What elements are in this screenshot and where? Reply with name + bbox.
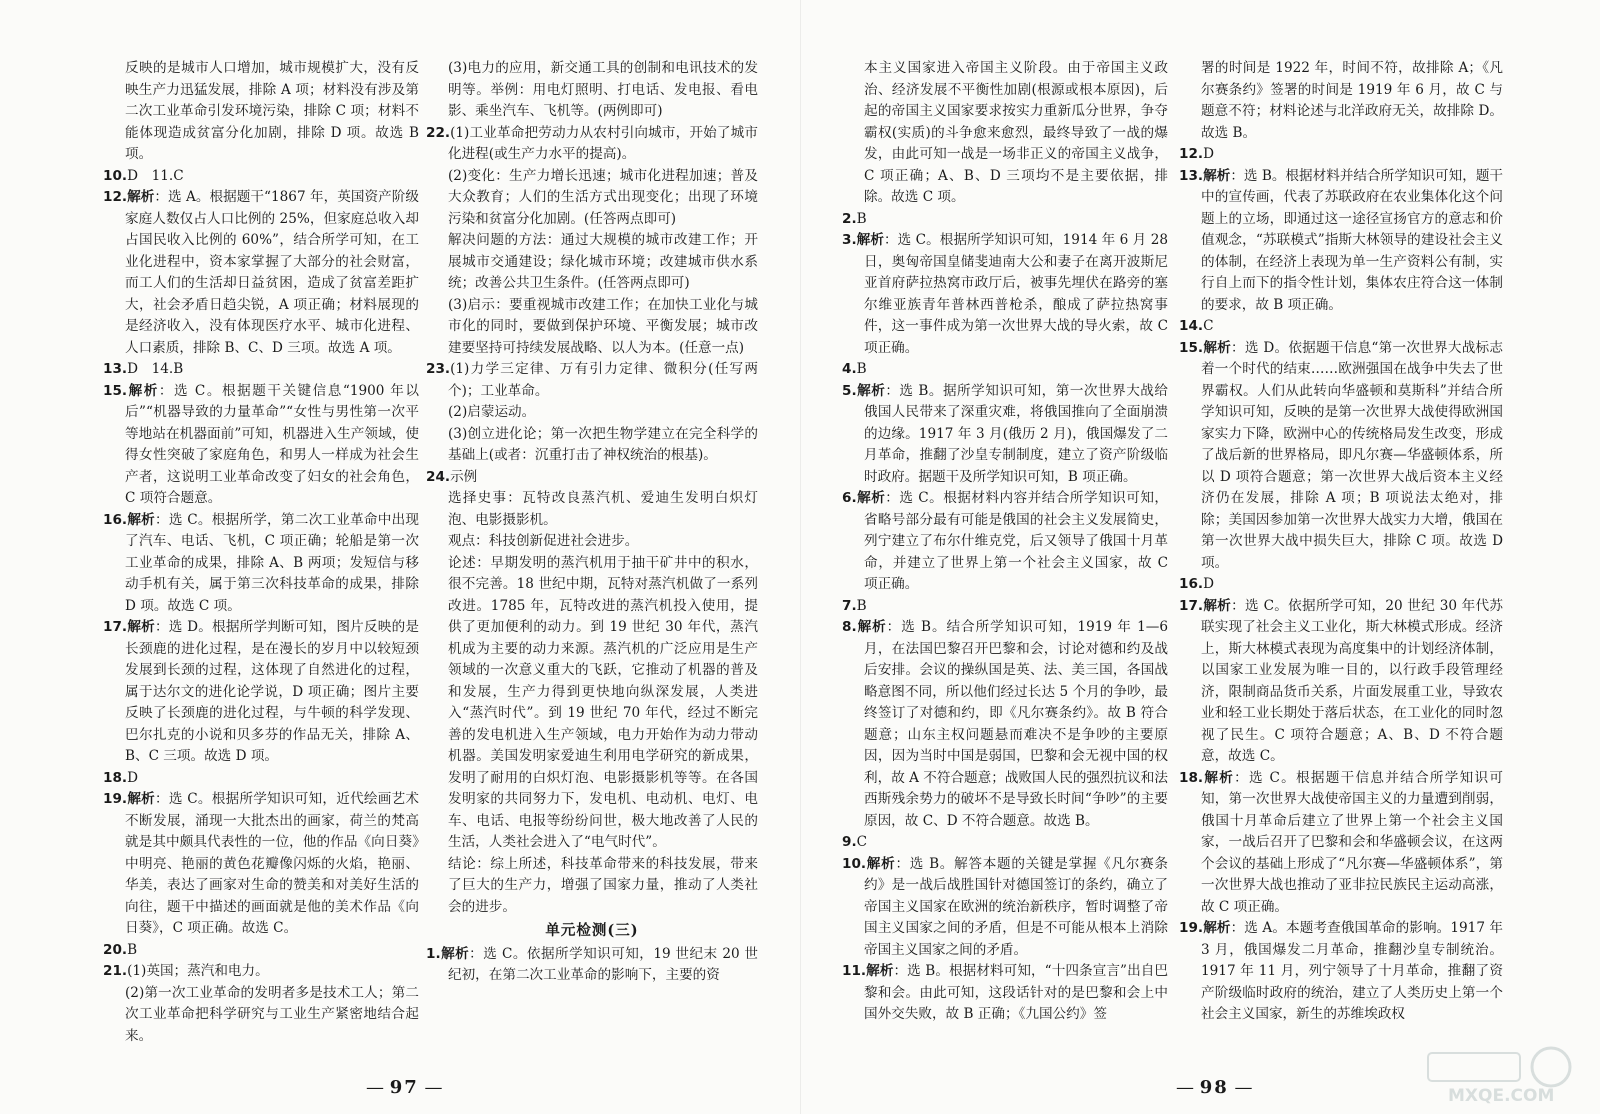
answer-item [842,854,1168,962]
answer-text: 观点：科技创新促进社会进步。 [448,533,639,549]
answer-item [1179,768,1503,919]
question-number: 5. [842,382,857,399]
answer-continuation [103,58,419,166]
question-number: 17. [103,619,128,635]
answer-text: B [856,597,867,614]
analysis-label: 解析 [1203,920,1231,936]
question-number: 15. [1179,339,1204,356]
answer-continuation [426,553,758,854]
answer-text: ：选 C。依据所学可知，20 世纪 30 年代苏联实现了社会主义工业化，斯大林模式形成。经济上，斯大林模式表现为高度集中的计划经济体制，以国家工业发展为唯一目的，以行政手段管理经济，限制商品货币关系，片面发展重工业，导致农业和轻工业长期处于落后状态，在工业化的同时忽视了民生。C 项符合题意；A、B、D 不符合题意，故选 C。 [1201,597,1503,764]
question-number: 13. [103,361,128,377]
watermark-logo [1420,1045,1590,1107]
answer-text: ：选 A。本题考查俄国革命的影响。1917 年 3 月，俄国爆发二月革命，推翻沙皇专制统治。1917 年 11 月，列宁领导了十月革命，推翻了资产阶级临时政府的统治，建立了人类历史上第一个社会主义国家，新生的苏维埃政权 [1201,920,1503,1022]
answer-item [842,359,1168,381]
page-number-right-value: 98 [1199,1077,1229,1098]
question-number: 21. [103,963,128,979]
answer-item [103,789,419,940]
answer-text: B [856,210,867,227]
answer-item [842,230,1168,359]
question-number: 17. [1179,597,1204,614]
analysis-label: 解析 [127,511,156,528]
question-number: 18. [103,769,128,786]
question-number: 3. [842,232,857,248]
answer-item [1179,166,1503,317]
answer-text: (3)电力的应用，新交通工具的创制和电讯技术的发明等。举例：用电灯照明、打电话、发电报、看电影、乘坐汽车、飞机等。(两例即可) [448,60,758,119]
analysis-label: 解析 [440,945,470,962]
question-number: 6. [842,490,857,506]
answer-continuation [426,230,758,295]
analysis-label: 解析 [866,855,896,872]
answer-text: B [127,941,138,958]
answer-text: ：选 B。解答本题的关键是掌握《凡尔赛条约》是一战后战胜国针对德国签订的条约，确立了帝国主义国家在欧洲的统治新秩序，暂时调整了帝国主义国家之间的矛盾，但是不可能从根本上消除帝国主义国家之间的矛盾。 [864,855,1168,958]
analysis-label: 解析 [1203,597,1232,614]
answer-text: ：选 D。依据题干信息“第一次世界大战标志着一个时代的结束……欧洲强国在战争中失去了世界霸权。人们从此转向华盛顿和莫斯科”并结合所学知识可知，反映的是第一次世界大战使得欧洲国家实力下降，欧洲中心的传统格局发生改变，形成了战后新的世界格局，即凡尔赛—华盛顿体系，所以 D 项符合题意；第一次世界大战后资本主义经济仍在发展，排除 A 项；B 项说法太绝对，排除；美国因参加第一次世界大战实力大增，俄国在第一次世界大战中损失巨大，排除 C 项。故选 D 项。 [1201,339,1503,571]
answer-text: 选择史事：瓦特改良蒸汽机、爱迪生发明白炽灯泡、电影摄影机。 [448,490,758,528]
question-number: 11. [842,963,867,979]
answer-text: (2)第一次工业革命的发明者多是技术工人；第二次工业革命把科学研究与工业生产紧密地结合起来。 [125,984,419,1044]
page-number-left-value: 97 [389,1077,419,1098]
answer-continuation [426,488,758,531]
answer-item [842,961,1168,1026]
answer-text: ：选 C。根据材料内容并结合所学知识可知，省略号部分最有可能是俄国的社会主义发展简史，列宁建立了布尔什维克党，后又领导了俄国十月革命，并建立了世界上第一个社会主义国家，故 C 项正确。 [864,490,1168,592]
section-heading: 单元检测(三) [545,922,639,939]
answer-text: ：选 B。根据材料并结合所学知识可知，题干中的宣传画，代表了苏联政府在农业集体化这个问题上的立场，即通过这一途径宣扬官方的意志和价值观念，“苏联模式”指斯大林领导的建设社会主义的体制，在经济上表现为单一生产资料公有制，实行自上而下的指令性计划，集体农庄符合这一体制的要求，故 B 项正确。 [1201,167,1503,313]
answer-continuation [103,983,419,1048]
answer-text: B [856,361,867,377]
answer-text: ：选 A。根据题干“1867 年，英国资产阶级家庭人数仅占人口比例的 25%，但家庭总收入却占国民收入比例的 60%”，结合所学可知，在工业化进程中，资本家掌握了大部分的社会财富，而工人们的生活却日益贫困，造成了贫富差距扩大，社会矛盾日趋尖锐，A 项正确；材料展现的是经济收入，没有体现医疗水平、城市化进程、人口素质，排除 B、C、D 三项。故选 A 项。 [125,189,419,356]
question-number: 12. [1179,146,1204,162]
answer-item [426,944,758,987]
analysis-label: 解析 [856,382,886,399]
answer-item [842,617,1168,832]
answer-item [1179,316,1503,338]
question-number: 15. [103,382,128,399]
answer-item [103,617,419,768]
answer-text: 本主义国家进入帝国主义阶段。由于帝国主义政治、经济发展不平衡性加剧(根源或根本原因)，后起的帝国主义国家要求按实力重新瓜分世界，争夺霸权(实质)的斗争愈来愈烈，最终导致了一战的爆发，由此可知一战是一场非正义的帝国主义战争，C 项正确；A、B、D 三项均不是主要依据，排除。故选 C 项。 [864,60,1168,205]
answer-text: D 14.B [127,361,184,377]
answer-continuation [426,854,758,919]
answer-text: D [1203,576,1214,592]
answer-text: (2)启蒙运动。 [448,404,536,420]
question-number: 16. [1179,576,1204,592]
answer-continuation [426,424,758,467]
question-number: 10. [842,855,867,872]
right-page-column-2 [1179,58,1503,1078]
answer-item [426,467,758,489]
question-number: 7. [842,597,857,614]
answer-item [1179,338,1503,575]
question-number: 12. [103,189,128,205]
analysis-label: 解析 [127,791,156,807]
question-number: 24. [426,468,451,485]
answer-text: 论述：早期发明的蒸汽机用于抽干矿井中的积水，很不完善。18 世纪中期，瓦特对蒸汽机做了一系列改进。1785 年，瓦特改进的蒸汽机投入使用，提供了更加便利的动力。到 19 世纪 30 年代，蒸汽机成为主要的动力来源。蒸汽机的广泛应用是生产领域的一次意义重大的飞跃，它推动了机器的普及和发展，生产力得到更快地向纵深发展，人类进入“蒸汽时代”。到 19 世纪 70 年代，经过不断完善的发电机进入生产领域，电力开始作为动力带动机器。美国发明家爱迪生利用电学研究的新成果，发明了耐用的白炽灯泡、电影摄影机等等。在各国发明家的共同努力下，发电机、电动机、电灯、电车、电话、电报等纷纷问世，极大地改善了人民的生活，人类社会进入了“电气时代”。 [448,554,758,850]
question-number: 16. [103,511,128,528]
question-number: 19. [103,791,128,807]
answer-text: ：选 C。根据所学，第二次工业革命中出现了汽车、电话、飞机，C 项正确；轮船是第一次工业革命的成果，排除 A、B 两项；发短信与移动手机有关，属于第三次科技革命的成果，排除 D 项。故选 C 项。 [125,511,419,614]
answer-item [842,596,1168,618]
answer-item [103,381,419,510]
page-number-right: — 98 — [1176,1077,1253,1098]
answer-text: ：选 C。依据所学知识可知，19 世纪末 20 世纪初，在第二次工业革命的影响下，主要的资 [448,945,758,983]
answer-item [1179,596,1503,768]
answer-text: (3)创立进化论；第一次把生物学建立在完全科学的基础上(或者：沉重打击了神权统治的根基)。 [448,425,758,463]
answer-continuation [426,295,758,360]
answer-text: (1)工业革命把劳动力从农村引向城市，开始了城市化进程(或生产力水平的提高)。 [448,124,758,162]
answer-text: ：选 C。根据题干信息并结合所学知识可知，第一次世界大战使帝国主义的力量遭到削弱，俄国十月革命后建立了世界上第一个社会主义国家，一战后召开了巴黎和会和华盛顿会议，在这两个会议的基础上形成了“凡尔赛—华盛顿体系”，第一次世界大战也推动了亚非拉民族民主运动高涨，故 C 项正确。 [1201,769,1503,915]
page-gutter [800,0,801,1114]
answer-text: D [1203,146,1214,162]
answer-text: (1)英国；蒸汽和电力。 [127,963,269,979]
answer-text: 示例 [450,468,478,485]
answer-continuation [426,531,758,553]
answer-continuation [426,166,758,231]
answer-continuation [1179,58,1503,144]
question-number: 9. [842,834,857,850]
answer-text: 解决问题的方法：通过大规模的城市改建工作；开展城市交通建设；绿化城市环境；改建城市供水系统；改善公共卫生条件。(任答两点即可) [448,232,758,291]
answer-item [842,488,1168,596]
analysis-label: 解析 [127,619,155,635]
left-page-column-2 [426,58,758,1078]
answer-item [103,940,419,962]
question-number: 8. [842,619,857,635]
answer-text: ：选 B。据所学知识可知，第一次世界大战给俄国人民带来了深重灾难，将俄国推向了全面崩溃的边缘。1917 年 3 月(俄历 2 月)，俄国爆发了二月革命，推翻了沙皇专制制度，建立了资产阶级临时政府。据题干及所学知识可知，B 项正确。 [864,382,1168,485]
answer-item [842,209,1168,231]
question-number: 22. [426,124,451,141]
question-number: 20. [103,941,128,958]
question-number: 4. [842,361,857,377]
answer-text: ：选 C。根据所学知识可知，近代绘画艺术不断发展，涌现一大批杰出的画家，荷兰的梵高就是其中颇具代表性的一位，他的作品《向日葵》中明亮、艳丽的黄色花瓣像闪烁的火焰，艳丽、华美，表达了画家对生命的赞美和对美好生活的向往，题干中描述的画面就是他的美术作品《向日葵》，C 项正确。故选 C。 [125,791,419,936]
answer-item [103,768,419,790]
answer-text: 结论：综上所述，科技革命带来的科技发展，带来了巨大的生产力，增强了国家力量，推动了人类社会的进步。 [448,855,758,915]
answer-text: (2)变化：生产力增长迅速；城市化进程加速；普及大众教育；人们的生活方式出现变化；出现了环境污染和贫富分化加剧。(任答两点即可) [448,167,758,227]
question-number: 14. [1179,318,1204,334]
answer-continuation [426,402,758,424]
answer-text: D [127,769,138,786]
question-number: 10. [103,167,128,184]
answer-item [103,510,419,618]
page-number-left: — 97 — [366,1077,443,1098]
answer-item [103,187,419,359]
answer-text: ：选 B。根据材料可知，“十四条宣言”出自巴黎和会。由此可知，这段话针对的是巴黎和会上中国外交失败，故 B 正确；《九国公约》签 [864,963,1168,1022]
answer-text: (3)启示：要重视城市改建工作；在加快工业化与城市化的同时，要做到保护环境、平衡发展；城市改建要坚持可持续发展战略、以人为本。(任意一点) [448,296,758,356]
analysis-label: 解析 [127,382,159,399]
analysis-label: 解析 [856,490,886,506]
answer-text: D 11.C [127,167,184,184]
answer-item [103,961,419,983]
analysis-label: 解析 [866,963,894,979]
answer-continuation [842,58,1168,209]
answer-item [1179,918,1503,1026]
answer-text: ：选 C。根据所学知识可知，1914 年 6 月 28 日，奥匈帝国皇储斐迪南大公和妻子在离开波斯尼亚首府萨拉热窝市政厅后，被事先埋伏在路旁的塞尔维亚族青年普林西普枪杀，酿成了萨拉热窝事件，这一事件成为第一次世界大战的导火索，故 C 项正确。 [864,232,1168,356]
answer-text: ：选 C。根据题干关键信息“1900 年以后”“机器导致的力量革命”“女性与男性第一次平等地站在机器面前”可知，机器进入生产领域，使得女性突破了家庭角色，和男人一样成为社会生产者，这说明工业革命改变了妇女的社会角色，C 项符合题意。 [125,382,419,506]
watermark-text: MXQE.COM [1448,1086,1555,1106]
right-page-column-1 [842,58,1168,1078]
answer-text: ：选 D。根据所学判断可知，图片反映的是长颈鹿的进化过程，是在漫长的岁月中以较短颈发展到长颈的过程，这体现了自然进化的过程，属于达尔文的进化论学说，D 项正确；图片主要反映了长颈鹿的进化过程，与牛顿的科学发现、巴尔扎克的小说和贝多芬的作品无关，排除 A、B、C 三项。故选 D 项。 [125,619,419,764]
answer-item [103,166,419,188]
question-number: 19. [1179,920,1204,936]
question-number: 1. [426,945,441,962]
left-page-column-1 [103,58,419,1078]
answer-item [103,359,419,381]
answer-item [426,123,758,166]
answer-text: ：选 B。结合所学知识可知，1919 年 1—6 月，在法国巴黎召开巴黎和会，讨论对德和约及战后安排。会议的操纵国是英、法、美三国，各国战略意图不同，所以他们经过长达 5 个月的争吵，最终签订了对德和约，即《凡尔赛条约》。故 B 符合题意；山东主权问题悬而难决不是争吵的主要原因，因为当时中国是弱国，巴黎和会无视中国的权利，故 A 不符合题意；战败国人民的强烈抗议和法西斯残余势力的破坏不是导致长时间“争吵”的主要原因，故 C、D 不符合题意。故选 B。 [864,619,1168,829]
answer-text: C [856,834,868,850]
analysis-label: 解析 [1203,339,1232,356]
question-number: 2. [842,210,857,227]
answer-text: C [1203,318,1214,334]
answer-item [426,359,758,402]
question-number: 23. [426,361,451,377]
question-number: 13. [1179,167,1204,184]
answer-item [842,381,1168,489]
answer-text: (1)力学三定律、万有引力定律、微积分(任写两个)；工业革命。 [448,361,758,399]
answer-item [1179,144,1503,166]
answer-text: 署的时间是 1922 年，时间不符，故排除 A；《凡尔赛条约》签署的时间是 1919 年 6 月，故 C 与题意不符；材料论述与北洋政府无关，故排除 D。故选 B。 [1201,60,1503,141]
answer-continuation [426,58,758,123]
answer-item [1179,574,1503,596]
answer-item [842,832,1168,854]
analysis-label: 解析 [856,232,884,248]
analysis-label: 解析 [856,619,887,635]
analysis-label: 解析 [1203,167,1231,184]
answer-text: 反映的是城市人口增加，城市规模扩大，没有反映生产力迅猛发展，排除 A 项；材料没有涉及第二次工业革命引发环境污染，排除 C 项；材料不能体现造成贫富分化加剧，排除 D 项。故选 B 项。 [125,60,419,162]
analysis-label: 解析 [127,189,155,205]
question-number: 18. [1179,769,1204,786]
analysis-label: 解析 [1203,769,1235,786]
